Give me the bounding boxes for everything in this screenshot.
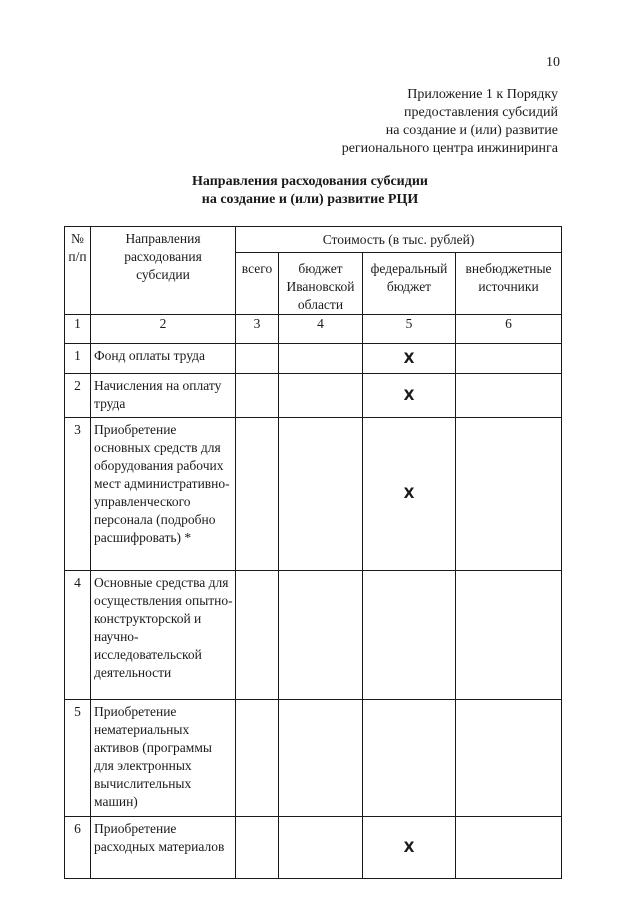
row-federal [363, 374, 456, 418]
row-extra [456, 374, 562, 418]
row-extra [456, 700, 562, 817]
title-line-2: на создание и (или) развитие РЦИ [201, 192, 419, 207]
header-direction: Направления расходования субсидии [91, 227, 236, 315]
header-cost: Стоимость (в тыс. рублей) [236, 227, 562, 253]
header-total: всего [236, 253, 279, 315]
row-total [236, 571, 279, 700]
row-total [236, 418, 279, 571]
row-number: 5 [65, 700, 91, 817]
row-total [236, 374, 279, 418]
header-regional-budget: бюджет Ивановской области [279, 253, 363, 315]
row-number: 1 [65, 344, 91, 374]
appendix-line: регионального центра инжиниринга [341, 141, 558, 156]
cross-mark: X [403, 839, 415, 856]
row-number: 3 [65, 418, 91, 571]
row-regional [279, 418, 363, 571]
row-extra [456, 571, 562, 700]
table-row [65, 700, 562, 817]
header-federal-budget: федеральный бюджет [363, 253, 456, 315]
table-row [65, 344, 562, 374]
row-direction: Приобретение основных средств для оборудования рабочих мест административно-управленческого персонала (подробно расшифровать) * [91, 418, 236, 571]
row-regional [279, 344, 363, 374]
row-extra [456, 418, 562, 571]
row-direction: Начисления на оплату труда [91, 374, 236, 418]
row-extra [456, 817, 562, 879]
appendix-line: Приложение 1 к Порядку [407, 87, 558, 102]
column-number: 4 [279, 315, 363, 344]
row-extra [456, 344, 562, 374]
row-federal [363, 571, 456, 700]
appendix-line: на создание и (или) развитие [385, 123, 558, 138]
table-row [65, 817, 562, 879]
row-direction: Приобретение расходных материалов [91, 817, 236, 879]
row-total [236, 817, 279, 879]
appendix-line: предоставления субсидий [403, 105, 558, 120]
header-row-top [65, 227, 562, 253]
table-row [65, 418, 562, 571]
row-direction: Приобретение нематериальных активов (программы для электронных вычислительных машин) [91, 700, 236, 817]
row-direction: Фонд оплаты труда [91, 344, 236, 374]
header-extra-budget: внебюджетные источники [456, 253, 562, 315]
table-row [65, 571, 562, 700]
cross-mark: X [403, 486, 415, 502]
column-number: 6 [456, 315, 562, 344]
row-direction: Основные средства для осуществления опытно-конструкторской и научно-исследовательской деятельности [91, 571, 236, 700]
page-number: 10 [546, 55, 560, 70]
row-total [236, 344, 279, 374]
row-number: 4 [65, 571, 91, 700]
row-number: 2 [65, 374, 91, 418]
title-line-1: Направления расходования субсидии [192, 174, 428, 189]
column-number: 1 [65, 315, 91, 344]
row-regional [279, 817, 363, 879]
appendix-header [280, 86, 558, 158]
row-federal [363, 344, 456, 374]
row-number: 6 [65, 817, 91, 879]
cross-mark: X [403, 350, 415, 367]
cross-mark: X [403, 387, 415, 404]
row-regional [279, 571, 363, 700]
column-number: 3 [236, 315, 279, 344]
header-num: № п/п [65, 227, 91, 315]
row-federal [363, 700, 456, 817]
column-numbers-row [65, 315, 562, 344]
column-number: 5 [363, 315, 456, 344]
document-title [60, 173, 560, 209]
row-regional [279, 700, 363, 817]
column-number: 2 [91, 315, 236, 344]
table-row [65, 374, 562, 418]
row-federal [363, 418, 456, 571]
row-regional [279, 374, 363, 418]
expenditure-table [64, 226, 562, 879]
row-federal [363, 817, 456, 879]
row-total [236, 700, 279, 817]
